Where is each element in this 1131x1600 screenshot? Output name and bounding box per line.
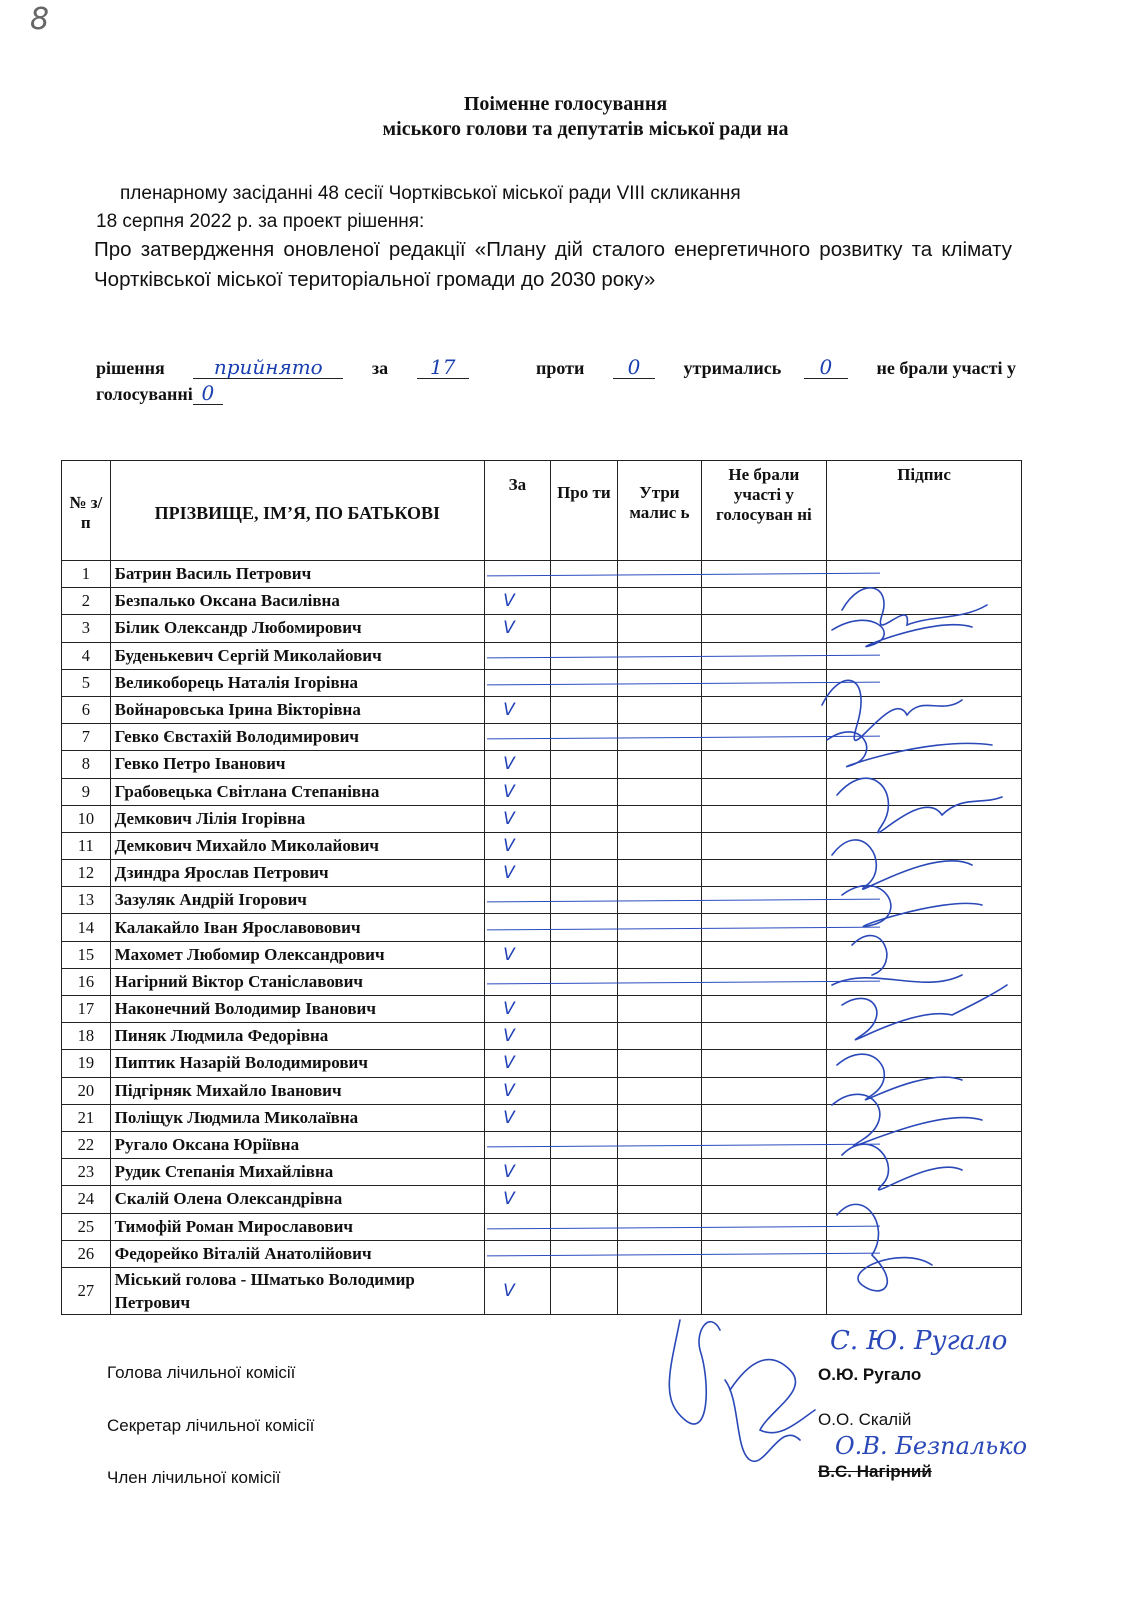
table-row — [62, 914, 1022, 941]
vote-for-cell — [485, 751, 551, 778]
row-number: 13 — [62, 887, 111, 914]
signature-cell — [827, 615, 1022, 642]
row-number: 26 — [62, 1240, 111, 1267]
row-number: 2 — [62, 588, 111, 615]
vote-for-cell — [485, 1159, 551, 1186]
vote-not-voted-cell — [701, 778, 826, 805]
against-label: проти — [535, 358, 585, 378]
vote-for-cell — [485, 1240, 551, 1267]
page-number-mark: 8 — [30, 2, 50, 37]
vote-abstained-cell — [618, 1104, 702, 1131]
not-voted-value: 0 — [193, 382, 223, 405]
decision-label: рішення — [96, 358, 165, 378]
vote-abstained-cell — [618, 805, 702, 832]
checkmark-icon: V — [503, 700, 515, 721]
vote-for-cell — [485, 1104, 551, 1131]
signature-cell — [827, 1159, 1022, 1186]
session-info-line-1: пленарному засіданні 48 сесії Чортківської міської ради VIII скликання — [120, 183, 741, 204]
table-row — [62, 1240, 1022, 1267]
member-name: Пиняк Людмила Федорівна — [110, 1023, 484, 1050]
vote-not-voted-cell — [701, 996, 826, 1023]
checkmark-icon: V — [503, 618, 515, 639]
member-name: Білик Олександр Любомирович — [110, 615, 484, 642]
member-name: Нагірний Віктор Станіславович — [110, 968, 484, 995]
row-number: 15 — [62, 941, 111, 968]
checkmark-icon: V — [503, 944, 515, 965]
vote-for-cell — [485, 914, 551, 941]
row-number: 6 — [62, 696, 111, 723]
vote-abstained-cell — [618, 615, 702, 642]
table-row — [62, 1077, 1022, 1104]
member-name: Демкович Лілія Ігорівна — [110, 805, 484, 832]
vote-not-voted-cell — [701, 1267, 826, 1314]
vote-for-cell — [485, 968, 551, 995]
row-number: 22 — [62, 1131, 111, 1158]
abstained-label: утримались — [683, 358, 782, 378]
row-number: 12 — [62, 860, 111, 887]
signature-cell — [827, 1186, 1022, 1213]
signature-cell — [827, 1104, 1022, 1131]
signature-cell — [827, 1050, 1022, 1077]
vote-for-cell — [485, 860, 551, 887]
member-name: Калакайло Іван Ярославовович — [110, 914, 484, 941]
row-number: 7 — [62, 724, 111, 751]
table-row — [62, 1131, 1022, 1158]
checkmark-icon: V — [503, 1080, 515, 1101]
member-name: Войнаровська Ірина Вікторівна — [110, 696, 484, 723]
vote-for-cell — [485, 669, 551, 696]
table-row — [62, 1023, 1022, 1050]
vote-for-cell — [485, 832, 551, 859]
row-number: 11 — [62, 832, 111, 859]
table-row — [62, 887, 1022, 914]
vote-for-cell — [485, 1267, 551, 1314]
decision-summary — [96, 355, 1016, 407]
table-row — [62, 1186, 1022, 1213]
table-row — [62, 751, 1022, 778]
vote-against-cell — [550, 941, 618, 968]
checkmark-icon: V — [503, 591, 515, 612]
vote-for-cell — [485, 887, 551, 914]
vote-not-voted-cell — [701, 1077, 826, 1104]
vote-abstained-cell — [618, 751, 702, 778]
row-number: 18 — [62, 1023, 111, 1050]
member-name: Буденькевич Сергій Миколайович — [110, 642, 484, 669]
abstained-value: 0 — [804, 356, 848, 379]
row-number: 25 — [62, 1213, 111, 1240]
vote-against-cell — [550, 778, 618, 805]
not-voted-label-1: не брали участі у — [876, 358, 1016, 378]
table-row — [62, 941, 1022, 968]
header-abstained: Утри малис ь — [618, 461, 702, 561]
signature-cell — [827, 805, 1022, 832]
vote-for-cell — [485, 1050, 551, 1077]
header-against: Про ти — [550, 461, 618, 561]
vote-for-cell — [485, 724, 551, 751]
member-name: Гевко Євстахій Володимирович — [110, 724, 484, 751]
member-name: Зазуляк Андрій Ігорович — [110, 887, 484, 914]
draft-decision-subject: Про затвердження оновленої редакції «Плану дій сталого енергетичного розвитку та клімату Чортківської міської територіальної громади до 2030 року» — [94, 238, 1012, 291]
member-name: Грабовецька Світлана Степанівна — [110, 778, 484, 805]
vote-against-cell — [550, 1186, 618, 1213]
member-name: Гевко Петро Іванович — [110, 751, 484, 778]
decision-value: прийнято — [193, 356, 343, 379]
signature-cell — [827, 778, 1022, 805]
roll-call-table — [61, 460, 1022, 1315]
table-row — [62, 996, 1022, 1023]
table-row — [62, 669, 1022, 696]
header-name: ПРІЗВИЩЕ, ІМ’Я, ПО БАТЬКОВІ — [110, 461, 484, 561]
vote-abstained-cell — [618, 1050, 702, 1077]
vote-not-voted-cell — [701, 696, 826, 723]
vote-against-cell — [550, 1267, 618, 1314]
vote-for-cell — [485, 642, 551, 669]
session-info-line-2: 18 серпня 2022 р. за проект рішення: — [96, 211, 425, 232]
table-row — [62, 968, 1022, 995]
vote-against-cell — [550, 996, 618, 1023]
member-name: Батрин Василь Петрович — [110, 561, 484, 588]
signature-cell — [827, 588, 1022, 615]
checkmark-icon: V — [503, 1107, 515, 1128]
table-row — [62, 642, 1022, 669]
row-number: 20 — [62, 1077, 111, 1104]
checkmark-icon: V — [503, 863, 515, 884]
signature-cell — [827, 724, 1022, 751]
table-row — [62, 860, 1022, 887]
not-voted-label-2: голосуванні — [96, 384, 193, 404]
signature-cell — [827, 1131, 1022, 1158]
member-name: Скалій Олена Олександрівна — [110, 1186, 484, 1213]
table-row — [62, 561, 1022, 588]
vote-for-cell — [485, 1023, 551, 1050]
commission-member-name: В.С. Нагірний — [818, 1462, 932, 1481]
row-number: 4 — [62, 642, 111, 669]
vote-for-cell — [485, 778, 551, 805]
against-value: 0 — [613, 356, 655, 379]
signature-cell — [827, 696, 1022, 723]
member-name: Пиптик Назарій Володимирович — [110, 1050, 484, 1077]
member-name: Ругало Оксана Юріївна — [110, 1131, 484, 1158]
row-number: 3 — [62, 615, 111, 642]
vote-for-cell — [485, 941, 551, 968]
signature-cell — [827, 941, 1022, 968]
vote-abstained-cell — [618, 1077, 702, 1104]
vote-for-cell — [485, 588, 551, 615]
table-row — [62, 1159, 1022, 1186]
vote-abstained-cell — [618, 941, 702, 968]
member-handwritten-signature: О.В. Безпалько — [835, 1432, 1028, 1460]
vote-against-cell — [550, 805, 618, 832]
member-name: Великоборець Наталія Ігорівна — [110, 669, 484, 696]
vote-abstained-cell — [618, 588, 702, 615]
commission-chair-signature-scribble — [640, 1290, 820, 1470]
chair-handwritten-signature: С. Ю. Ругало — [830, 1326, 1008, 1356]
checkmark-icon: V — [503, 1026, 515, 1047]
commission-chair-name: О.Ю. Ругало — [818, 1365, 922, 1384]
signature-cell — [827, 968, 1022, 995]
table-row — [62, 724, 1022, 751]
vote-not-voted-cell — [701, 1023, 826, 1050]
signature-cell — [827, 1077, 1022, 1104]
vote-against-cell — [550, 751, 618, 778]
row-number: 16 — [62, 968, 111, 995]
row-number: 21 — [62, 1104, 111, 1131]
checkmark-icon: V — [503, 808, 515, 829]
vote-for-cell — [485, 1077, 551, 1104]
document-title-line-2: міського голови та депутатів міської ради на — [382, 118, 789, 140]
row-number: 8 — [62, 751, 111, 778]
vote-not-voted-cell — [701, 588, 826, 615]
vote-not-voted-cell — [701, 1186, 826, 1213]
row-number: 23 — [62, 1159, 111, 1186]
vote-abstained-cell — [618, 996, 702, 1023]
vote-abstained-cell — [618, 860, 702, 887]
signature-cell — [827, 669, 1022, 696]
table-row — [62, 1267, 1022, 1314]
member-name: Дзиндра Ярослав Петрович — [110, 860, 484, 887]
row-number: 19 — [62, 1050, 111, 1077]
checkmark-icon: V — [503, 1189, 515, 1210]
vote-not-voted-cell — [701, 1159, 826, 1186]
commission-secretary-name: О.О. Скалій — [818, 1410, 912, 1429]
table-row — [62, 696, 1022, 723]
signature-cell — [827, 1267, 1022, 1314]
checkmark-icon: V — [503, 781, 515, 802]
header-signature: Підпис — [827, 461, 1022, 561]
vote-not-voted-cell — [701, 615, 826, 642]
vote-abstained-cell — [618, 1023, 702, 1050]
commission-secretary-role: Секретар лічильної комісії — [107, 1416, 315, 1435]
signature-cell — [827, 887, 1022, 914]
vote-abstained-cell — [618, 1186, 702, 1213]
header-for: За — [485, 461, 551, 561]
row-number: 27 — [62, 1267, 111, 1314]
member-name: Махомет Любомир Олександрович — [110, 941, 484, 968]
vote-against-cell — [550, 1050, 618, 1077]
vote-for-cell — [485, 996, 551, 1023]
signature-cell — [827, 832, 1022, 859]
signature-cell — [827, 751, 1022, 778]
checkmark-icon: V — [503, 754, 515, 775]
table-row — [62, 778, 1022, 805]
commission-member-role: Член лічильної комісії — [107, 1468, 281, 1487]
vote-not-voted-cell — [701, 941, 826, 968]
vote-not-voted-cell — [701, 805, 826, 832]
checkmark-icon: V — [503, 1280, 515, 1301]
vote-not-voted-cell — [701, 1050, 826, 1077]
vote-for-cell — [485, 1213, 551, 1240]
row-number: 5 — [62, 669, 111, 696]
table-row — [62, 805, 1022, 832]
row-number: 17 — [62, 996, 111, 1023]
vote-for-cell — [485, 805, 551, 832]
vote-not-voted-cell — [701, 832, 826, 859]
signature-cell — [827, 561, 1022, 588]
checkmark-icon: V — [503, 835, 515, 856]
table-row — [62, 832, 1022, 859]
vote-against-cell — [550, 1077, 618, 1104]
member-name: Безпалько Оксана Василівна — [110, 588, 484, 615]
vote-abstained-cell — [618, 832, 702, 859]
vote-against-cell — [550, 696, 618, 723]
signature-cell — [827, 996, 1022, 1023]
for-label: за — [371, 358, 389, 378]
roll-call-rows — [62, 561, 1022, 1315]
vote-for-cell — [485, 561, 551, 588]
checkmark-icon: V — [503, 1053, 515, 1074]
row-number: 24 — [62, 1186, 111, 1213]
header-not-voted: Не брали участі у голосуван ні — [701, 461, 826, 561]
member-name: Демкович Михайло Миколайович — [110, 832, 484, 859]
table-row — [62, 1213, 1022, 1240]
vote-against-cell — [550, 1104, 618, 1131]
vote-not-voted-cell — [701, 751, 826, 778]
vote-against-cell — [550, 860, 618, 887]
signature-cell — [827, 860, 1022, 887]
row-number: 9 — [62, 778, 111, 805]
vote-for-cell — [485, 696, 551, 723]
member-name: Тимофій Роман Мирославович — [110, 1213, 484, 1240]
member-name: Федорейко Віталій Анатолійович — [110, 1240, 484, 1267]
row-number: 14 — [62, 914, 111, 941]
checkmark-icon: V — [503, 999, 515, 1020]
commission-chair-role: Голова лічильної комісії — [107, 1363, 296, 1382]
table-row — [62, 1050, 1022, 1077]
row-number: 10 — [62, 805, 111, 832]
document-title-line-1: Поіменне голосування — [463, 93, 668, 115]
vote-not-voted-cell — [701, 1104, 826, 1131]
vote-against-cell — [550, 1023, 618, 1050]
member-name: Наконечний Володимир Іванович — [110, 996, 484, 1023]
vote-abstained-cell — [618, 778, 702, 805]
vote-for-cell — [485, 1186, 551, 1213]
vote-against-cell — [550, 615, 618, 642]
member-name: Міський голова - Шматько Володимир Петрович — [110, 1267, 484, 1314]
member-name: Поліщук Людмила Миколаївна — [110, 1104, 484, 1131]
vote-not-voted-cell — [701, 860, 826, 887]
vote-against-cell — [550, 1159, 618, 1186]
vote-abstained-cell — [618, 696, 702, 723]
header-number: № з/п — [62, 461, 111, 561]
vote-abstained-cell — [618, 1267, 702, 1314]
table-row — [62, 1104, 1022, 1131]
signature-cell — [827, 1023, 1022, 1050]
vote-against-cell — [550, 588, 618, 615]
table-row — [62, 615, 1022, 642]
table-row — [62, 588, 1022, 615]
vote-for-cell — [485, 1131, 551, 1158]
row-number: 1 — [62, 561, 111, 588]
vote-abstained-cell — [618, 1159, 702, 1186]
checkmark-icon: V — [503, 1162, 515, 1183]
vote-for-cell — [485, 615, 551, 642]
for-value: 17 — [417, 356, 469, 379]
member-name: Рудик Степанія Михайлівна — [110, 1159, 484, 1186]
vote-against-cell — [550, 832, 618, 859]
member-name: Підгірняк Михайло Іванович — [110, 1077, 484, 1104]
